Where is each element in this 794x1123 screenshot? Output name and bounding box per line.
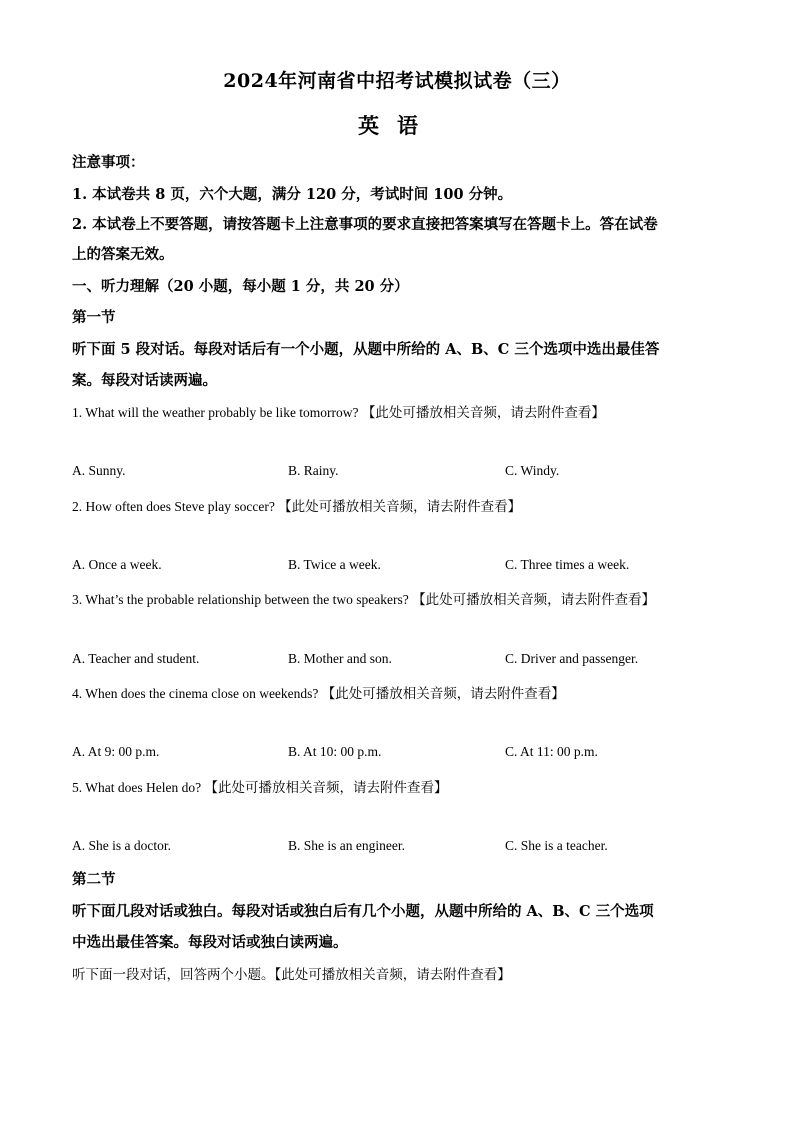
option-c: C. At 11: 00 p.m.: [505, 744, 598, 759]
question-3: 3. What’s the probable relationship between the two speakers? 【此处可播放相关音频，请去附件查看】: [72, 592, 656, 607]
option-a: A. Sunny.: [72, 463, 126, 478]
section1-instructions-cont: 案。每段对话读两遍。: [72, 372, 217, 389]
question-5-options: [72, 838, 722, 858]
option-b: B. She is an engineer.: [288, 838, 405, 853]
part1-heading: 一、听力理解（20 小题，每小题 1 分，共 20 分）: [72, 278, 409, 295]
option-c: C. She is a teacher.: [505, 838, 608, 853]
subject-title: 英语: [358, 113, 436, 138]
section2-instructions-cont: 中选出最佳答案。每段对话或独白读两遍。: [72, 934, 348, 951]
section2-title: 第二节: [72, 871, 116, 888]
question-2-options: [72, 557, 722, 577]
option-b: B. Twice a week.: [288, 557, 381, 572]
question-4: 4. When does the cinema close on weekends? 【此处可播放相关音频，请去附件查看】: [72, 686, 565, 701]
section1-instructions: 听下面 5 段对话。每段对话后有一个小题，从题中所给的 A、B、C 三个选项中选出最佳答: [72, 341, 660, 358]
option-c: C. Windy.: [505, 463, 560, 478]
question-1-options: [72, 463, 722, 483]
question-3-options: [72, 651, 722, 671]
option-c: C. Driver and passenger.: [505, 651, 639, 666]
section2-instructions: 听下面几段对话或独白。每段对话或独白后有几个小题，从题中所给的 A、B、C 三个选项: [72, 903, 654, 920]
note-item-2-cont: 上的答案无效。: [72, 246, 174, 263]
option-a: A. Teacher and student.: [72, 651, 200, 666]
exam-title: 2024年河南省中招考试模拟试卷（三）: [223, 70, 571, 92]
option-a: A. Once a week.: [72, 557, 162, 572]
note-item-2: 2. 本试卷上不要答题，请按答题卡上注意事项的要求直接把答案填写在答题卡上。答在试卷: [72, 216, 658, 233]
section2-prompt: 听下面一段对话，回答两个小题。【此处可播放相关音频，请去附件查看】: [72, 967, 511, 982]
note-item-1: 1. 本试卷共 8 页，六个大题，满分 120 分，考试时间 100 分钟。: [72, 186, 513, 203]
question-2: 2. How often does Steve play soccer? 【此处可播放相关音频，请去附件查看】: [72, 499, 522, 514]
question-4-options: [72, 744, 722, 764]
option-b: B. Rainy.: [288, 463, 339, 478]
option-a: A. At 9: 00 p.m.: [72, 744, 160, 759]
section1-title: 第一节: [72, 309, 116, 326]
option-a: A. She is a doctor.: [72, 838, 171, 853]
option-b: B. At 10: 00 p.m.: [288, 744, 382, 759]
question-1: 1. What will the weather probably be like tomorrow? 【此处可播放相关音频，请去附件查看】: [72, 405, 605, 420]
option-b: B. Mother and son.: [288, 651, 392, 666]
option-c: C. Three times a week.: [505, 557, 630, 572]
notes-heading: 注意事项：: [72, 154, 145, 171]
question-5: 5. What does Helen do? 【此处可播放相关音频，请去附件查看】: [72, 780, 448, 795]
